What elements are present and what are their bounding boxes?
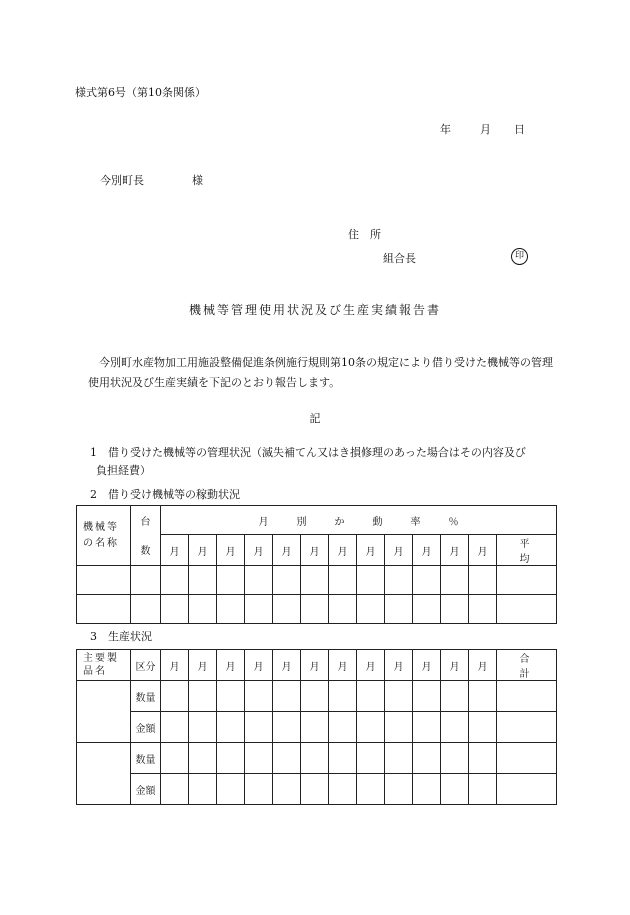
quantity-label: 数量: [131, 743, 161, 774]
month-col: 月: [329, 535, 357, 566]
month-col: 月: [357, 650, 385, 681]
chairman-label: 組合長: [383, 252, 416, 265]
document-title: 機械等管理使用状況及び生産実績報告書: [188, 303, 441, 317]
production-status-table: [76, 649, 557, 805]
table-row: [77, 681, 557, 712]
month-col: 月: [329, 650, 357, 681]
month-col: 月: [161, 535, 189, 566]
monthly-rate-header: 月別か動率％: [161, 506, 557, 535]
date-year: 年: [440, 123, 451, 136]
quantity-label: 数量: [131, 681, 161, 712]
table-row: [77, 712, 557, 743]
table-row: [77, 595, 557, 624]
product-name-header: 主要製 品名: [77, 650, 131, 681]
month-col: 月: [441, 535, 469, 566]
month-col: 月: [245, 535, 273, 566]
addressee-name: 今別町長: [100, 174, 144, 187]
amount-label: 金額: [131, 774, 161, 805]
item-3: 3 生産状況: [90, 630, 152, 643]
table-row: [77, 774, 557, 805]
count-header-bottom: 数: [131, 535, 161, 566]
month-col: 月: [385, 650, 413, 681]
month-col: 月: [385, 535, 413, 566]
item-1-text: 1 借り受けた機械等の管理状況（滅失補てん又はき損修理のあった場合はその内容及び: [90, 446, 526, 459]
item-1-continued: 負担経費）: [96, 464, 151, 477]
form-number: 様式第6号（第10条関係）: [75, 86, 206, 99]
body-paragraph: [88, 353, 558, 393]
month-col: 月: [161, 650, 189, 681]
item-2: 2 借り受け機械等の稼動状況: [90, 488, 240, 501]
month-col: 月: [273, 650, 301, 681]
operation-status-table: [76, 505, 557, 624]
month-col: 月: [301, 535, 329, 566]
month-col: 月: [301, 650, 329, 681]
month-col: 月: [189, 650, 217, 681]
month-col: 月: [413, 535, 441, 566]
date-day: 日: [514, 123, 525, 136]
month-col: 月: [217, 535, 245, 566]
ki-mark: 記: [309, 412, 321, 425]
date-line: [440, 121, 525, 137]
count-header-top: 台: [131, 506, 161, 535]
addressee-suffix: 様: [192, 174, 203, 187]
item-1: [90, 444, 560, 480]
table-row: [77, 566, 557, 595]
month-col: 月: [413, 650, 441, 681]
month-col: 月: [469, 535, 497, 566]
month-col: 月: [189, 535, 217, 566]
table-row: [77, 743, 557, 774]
amount-label: 金額: [131, 712, 161, 743]
month-col: 月: [441, 650, 469, 681]
month-col: 月: [469, 650, 497, 681]
machine-name-header: 機械等 の名称: [77, 506, 131, 566]
seal-mark: 印: [511, 248, 528, 265]
category-header: 区分: [131, 650, 161, 681]
date-month: 月: [480, 123, 491, 136]
address-label: 住 所: [348, 228, 381, 241]
month-col: 月: [245, 650, 273, 681]
month-col: 月: [357, 535, 385, 566]
total-col: 合計: [497, 650, 557, 681]
body-text: 今別町水産物加工用施設整備促進条例施行規則第10条の規定により借り受けた機械等の管理使用状況及び生産実績を下記のとおり報告します。: [88, 356, 553, 389]
addressee: [100, 172, 203, 188]
average-col: 平均: [497, 535, 557, 566]
month-col: 月: [217, 650, 245, 681]
month-col: 月: [273, 535, 301, 566]
